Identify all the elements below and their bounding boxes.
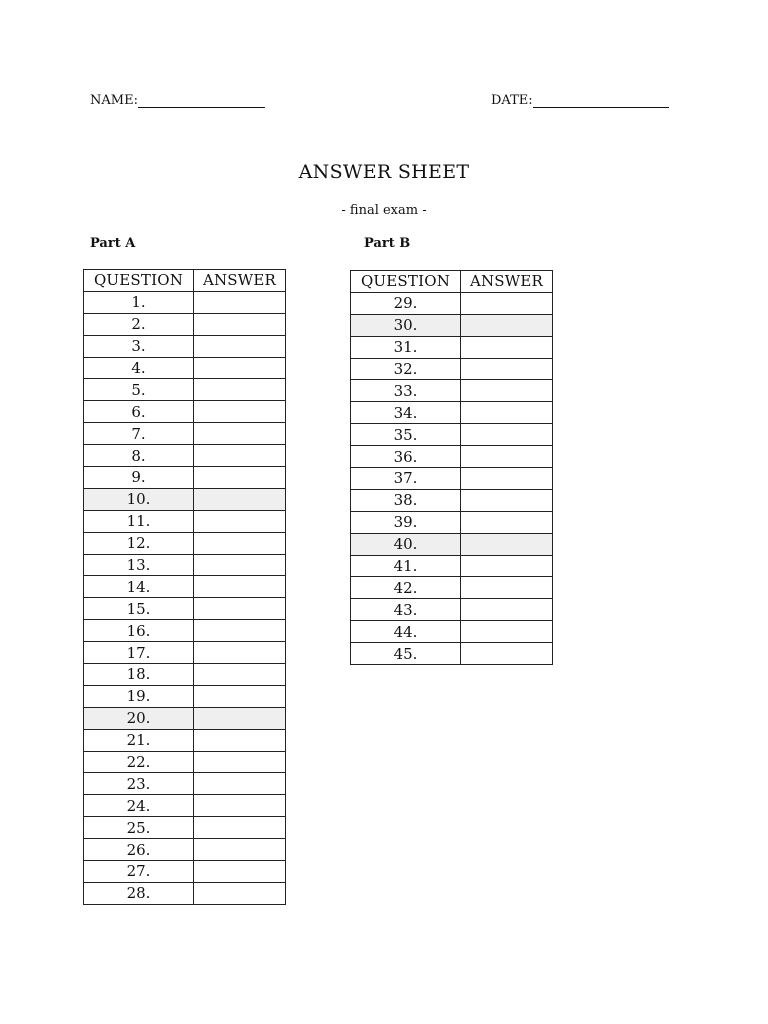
answer-cell[interactable] [194, 488, 286, 510]
question-number: 4. [84, 357, 194, 379]
table-row [351, 292, 553, 314]
question-number: 18. [84, 664, 194, 686]
table-row [84, 751, 286, 773]
table-row [84, 620, 286, 642]
table-row [84, 488, 286, 510]
answer-cell[interactable] [461, 555, 553, 577]
answer-cell[interactable] [461, 511, 553, 533]
name-blank-line[interactable] [138, 93, 265, 108]
answer-cell[interactable] [194, 291, 286, 313]
question-number: 10. [84, 488, 194, 510]
answer-cell[interactable] [461, 533, 553, 555]
answer-cell[interactable] [194, 795, 286, 817]
question-number: 32. [351, 358, 461, 380]
question-number: 25. [84, 817, 194, 839]
question-column-header: QUESTION [351, 271, 461, 293]
page-subtitle: - final exam - [341, 203, 427, 218]
table-row [84, 554, 286, 576]
answer-cell[interactable] [461, 380, 553, 402]
answer-cell[interactable] [194, 751, 286, 773]
table-row [84, 664, 286, 686]
table-row [351, 446, 553, 468]
name-field[interactable] [90, 93, 265, 108]
answer-cell[interactable] [194, 861, 286, 883]
answer-cell[interactable] [194, 379, 286, 401]
answer-cell[interactable] [194, 620, 286, 642]
question-number: 43. [351, 599, 461, 621]
answer-cell[interactable] [194, 335, 286, 357]
answer-cell[interactable] [194, 685, 286, 707]
table-row [351, 358, 553, 380]
answer-cell[interactable] [194, 598, 286, 620]
table-row [84, 685, 286, 707]
answer-cell[interactable] [461, 468, 553, 490]
answer-cell[interactable] [194, 532, 286, 554]
table-row [84, 291, 286, 313]
answer-cell[interactable] [194, 839, 286, 861]
question-number: 40. [351, 533, 461, 555]
table-row [351, 468, 553, 490]
table-row [84, 817, 286, 839]
page-title: ANSWER SHEET [298, 161, 470, 183]
question-number: 12. [84, 532, 194, 554]
question-number: 41. [351, 555, 461, 577]
table-row [351, 402, 553, 424]
answer-cell[interactable] [461, 446, 553, 468]
table-row [84, 642, 286, 664]
answer-cell[interactable] [194, 313, 286, 335]
question-number: 36. [351, 446, 461, 468]
question-number: 31. [351, 336, 461, 358]
question-number: 13. [84, 554, 194, 576]
table-row [84, 773, 286, 795]
question-number: 7. [84, 423, 194, 445]
part-b-label: Part B [364, 236, 411, 251]
answer-cell[interactable] [194, 817, 286, 839]
question-number: 21. [84, 729, 194, 751]
answer-cell[interactable] [194, 510, 286, 532]
table-row [351, 511, 553, 533]
answer-cell[interactable] [461, 489, 553, 511]
table-row [84, 861, 286, 883]
answer-cell[interactable] [194, 576, 286, 598]
question-number: 27. [84, 861, 194, 883]
date-blank-line[interactable] [533, 93, 669, 108]
answer-cell[interactable] [461, 402, 553, 424]
question-number: 20. [84, 707, 194, 729]
table-row [351, 621, 553, 643]
table-row [351, 555, 553, 577]
answer-column-header: ANSWER [461, 271, 553, 293]
question-number: 5. [84, 379, 194, 401]
answer-cell[interactable] [194, 401, 286, 423]
table-row [84, 707, 286, 729]
table-row [84, 423, 286, 445]
table-row [84, 445, 286, 467]
name-label: NAME: [90, 93, 138, 108]
table-row [351, 533, 553, 555]
table-row [84, 598, 286, 620]
question-number: 33. [351, 380, 461, 402]
answer-cell[interactable] [194, 729, 286, 751]
answer-cell[interactable] [194, 882, 286, 904]
table-row [84, 379, 286, 401]
table-row [84, 401, 286, 423]
answer-cell[interactable] [194, 467, 286, 489]
question-number: 38. [351, 489, 461, 511]
question-number: 16. [84, 620, 194, 642]
answer-cell[interactable] [461, 643, 553, 665]
answer-cell[interactable] [461, 314, 553, 336]
table-row [84, 839, 286, 861]
question-number: 24. [84, 795, 194, 817]
answer-cell[interactable] [461, 621, 553, 643]
table-row [84, 882, 286, 904]
answer-cell[interactable] [194, 773, 286, 795]
question-number: 26. [84, 839, 194, 861]
part-a-rows [84, 291, 286, 904]
answer-cell[interactable] [461, 336, 553, 358]
question-number: 28. [84, 882, 194, 904]
table-row [84, 335, 286, 357]
part-a-label: Part A [90, 236, 136, 251]
answer-column-header: ANSWER [194, 270, 286, 292]
question-number: 37. [351, 468, 461, 490]
answer-cell[interactable] [461, 577, 553, 599]
date-label: DATE: [491, 93, 533, 108]
table-header-row [351, 271, 553, 293]
question-number: 15. [84, 598, 194, 620]
question-number: 3. [84, 335, 194, 357]
question-number: 45. [351, 643, 461, 665]
question-number: 23. [84, 773, 194, 795]
question-number: 39. [351, 511, 461, 533]
table-row [351, 577, 553, 599]
table-row [84, 532, 286, 554]
table-row [84, 467, 286, 489]
answer-cell[interactable] [461, 424, 553, 446]
question-number: 9. [84, 467, 194, 489]
answer-cell[interactable] [194, 642, 286, 664]
table-row [84, 729, 286, 751]
table-row [351, 599, 553, 621]
table-row [351, 336, 553, 358]
table-row [351, 314, 553, 336]
question-number: 14. [84, 576, 194, 598]
answer-cell[interactable] [461, 292, 553, 314]
question-number: 11. [84, 510, 194, 532]
question-number: 29. [351, 292, 461, 314]
table-row [351, 424, 553, 446]
question-number: 19. [84, 685, 194, 707]
table-row [84, 510, 286, 532]
part-b-answer-table [350, 270, 553, 665]
question-column-header: QUESTION [84, 270, 194, 292]
answer-cell[interactable] [194, 423, 286, 445]
answer-cell[interactable] [194, 707, 286, 729]
table-row [351, 489, 553, 511]
question-number: 1. [84, 291, 194, 313]
table-row [84, 357, 286, 379]
question-number: 22. [84, 751, 194, 773]
answer-cell[interactable] [194, 445, 286, 467]
question-number: 17. [84, 642, 194, 664]
answer-cell[interactable] [461, 358, 553, 380]
table-row [84, 313, 286, 335]
question-number: 2. [84, 313, 194, 335]
answer-cell[interactable] [194, 357, 286, 379]
question-number: 42. [351, 577, 461, 599]
table-row [351, 380, 553, 402]
question-number: 6. [84, 401, 194, 423]
question-number: 34. [351, 402, 461, 424]
table-row [351, 643, 553, 665]
question-number: 30. [351, 314, 461, 336]
answer-cell[interactable] [194, 664, 286, 686]
question-number: 44. [351, 621, 461, 643]
table-header-row [84, 270, 286, 292]
answer-cell[interactable] [461, 599, 553, 621]
question-number: 8. [84, 445, 194, 467]
answer-cell[interactable] [194, 554, 286, 576]
date-field[interactable] [491, 93, 669, 108]
table-row [84, 576, 286, 598]
part-a-answer-table [83, 269, 286, 905]
question-number: 35. [351, 424, 461, 446]
part-b-rows [351, 292, 553, 664]
table-row [84, 795, 286, 817]
